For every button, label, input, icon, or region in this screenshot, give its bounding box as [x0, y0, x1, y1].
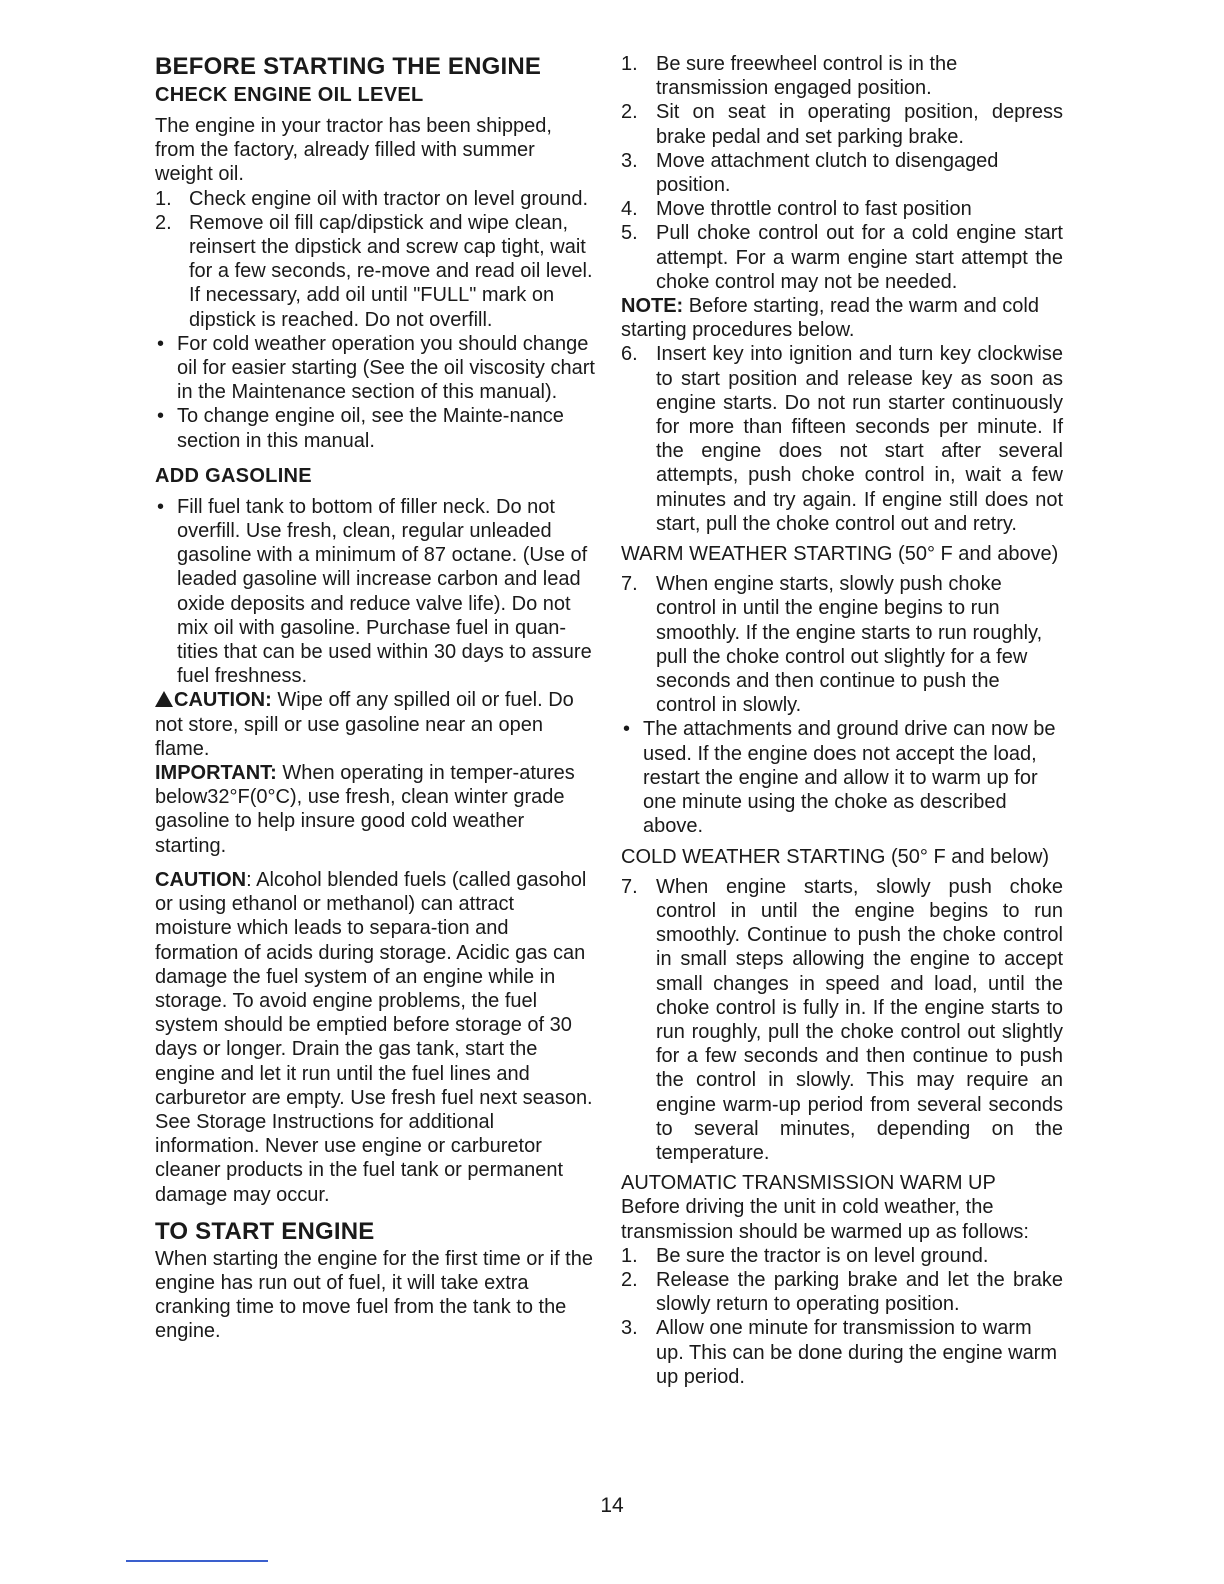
start-step: 3. Move attachment clutch to disengaged position. — [621, 149, 999, 197]
heading-check-oil: CHECK ENGINE OIL LEVEL — [155, 84, 424, 106]
section-title-before-starting: BEFORE STARTING THE ENGINE — [155, 53, 542, 80]
start-intro: When starting the engine for the first time or if the engine has run out of fuel, it will take extra cranking time to move fuel from the tank to the engine. — [155, 1247, 593, 1343]
auto-steps — [621, 1244, 1063, 1389]
start-step: 4. Move throttle control to fast position — [621, 198, 972, 221]
auto-step: 3. Allow one minute for transmission to warm up. This can be done during the engine warm up period. — [621, 1317, 1058, 1388]
warning-triangle-icon — [155, 691, 173, 707]
auto-step: 1. Be sure the tractor is on level ground. — [621, 1244, 989, 1267]
auto-step: 2. Release the parking brake and let the brake slowly return to operating position. — [621, 1268, 1063, 1316]
oil-bullet: • To change engine oil, see the Mainte-nance section in this manual. — [157, 405, 564, 452]
oil-bullets — [155, 332, 595, 453]
oil-step: 1. Check engine oil with tractor on level ground. — [155, 187, 589, 210]
start-step-6: 6. Insert key into ignition and turn key clockwise to start position and release key as soon as engine starts. Do not run starter continuously for more than fifteen seconds per minute. If the engine does not start after several attempts, push choke control in, wait a few minutes and try again. If engine still does not start, pull the choke control out and retry. — [621, 343, 1063, 535]
oil-step: 2. Remove oil fill cap/dipstick and wipe clean, reinsert the dipstick and screw cap tight, wait for a few seconds, re-move and read oil level. If necessary, add oil until "FULL" mark on dipstick is reached. Do not overfill. — [155, 211, 593, 331]
oil-bullet: • For cold weather operation you should change oil for easier starting (See the oil viscosity chart in the Maintenance section of this manual). — [157, 332, 595, 404]
start-step: 2. Sit on seat in operating position, depress brake pedal and set parking brake. — [621, 101, 1063, 148]
cold-step-7: 7. When engine starts, slowly push choke control in until the engine begins to run smoothly. Continue to push the choke control in small steps allowing the engine to accept small changes in speed and load, until the choke control is fully in. If the engine starts to run roughly, pull the choke control out slightly for a few seconds and then continue to push the control in slowly. This may require an engine warm-up period from several seconds to several minutes, depending on the temperature. — [621, 875, 1063, 1164]
auto-intro: Before driving the unit in cold weather, the transmission should be warmed up as follows: — [621, 1196, 1029, 1243]
important-note: IMPORTANT: When operating in temper-atures below32°F(0°C), use fresh, clean winter grade gasoline to help insure good cold weather starting. — [155, 762, 575, 857]
caution-spill: CAUTION: Wipe off any spilled oil or fuel. Do not store, spill or use gasoline near an open flame. — [155, 689, 574, 760]
warm-step-7: 7. When engine starts, slowly push choke control in until the engine begins to run smoothly. If the engine starts to run roughly, pull the choke control out slightly for a few seconds and then continue to push the control in slowly. — [621, 573, 1043, 717]
page-number: 14 — [600, 1494, 624, 1517]
footer-rule — [126, 1560, 268, 1562]
left-column — [155, 52, 595, 1344]
oil-steps — [155, 187, 595, 332]
start-step: 5. Pull choke control out for a cold engine start attempt. For a warm engine start attempt the choke control may not be needed. — [621, 222, 1063, 293]
right-column — [621, 52, 1063, 1389]
start-step: 1. Be sure freewheel control is in the transmission engaged position. — [621, 53, 958, 100]
heading-add-gasoline: ADD GASOLINE — [155, 464, 312, 487]
note-warm-cold: NOTE: Before starting, read the warm and cold starting procedures below. — [621, 295, 1039, 342]
start-steps — [621, 52, 1063, 294]
heading-cold-weather: COLD WEATHER STARTING (50° F and below) — [621, 845, 1050, 868]
oil-intro: The engine in your tractor has been shipped, from the factory, already filled with summer weight oil. — [155, 115, 552, 186]
heading-warm-weather: WARM WEATHER STARTING (50° F and above) — [621, 543, 1059, 566]
caution-alcohol: CAUTION: Alcohol blended fuels (called gasohol or using ethanol or methanol) can attract moisture which leads to separa-tion and formation of acids during storage. Acidic gas can damage the fuel system of an engine while in storage. To avoid engine problems, the fuel system should be emptied before storage of 30 days or longer. Drain the gas tank, start the engine and let it run until the fuel lines and carburetor are empty. Use fresh fuel next season. See Storage Instructions for additional information. Never use engine or carburetor cleaner products in the fuel tank or permanent damage may occur. — [155, 868, 593, 1206]
heading-auto-transmission: AUTOMATIC TRANSMISSION WARM UP — [621, 1172, 996, 1195]
gas-bullet: • Fill fuel tank to bottom of filler neck. Do not overfill. Use fresh, clean, regular unleaded gasoline with a minimum of 87 octane. (Use of leaded gasoline will increase carbon and lead oxide deposits and reduce valve life). Do not mix oil with gasoline. Purchase fuel in quan-tities that can be used within 30 days to assure fuel freshness. — [157, 495, 592, 688]
warm-bullet: • The attachments and ground drive can now be used. If the engine does not accept the load, restart the engine and allow it to warm up for one minute using the choke as described above. — [623, 718, 1056, 838]
heading-to-start-engine: TO START ENGINE — [155, 1217, 375, 1245]
